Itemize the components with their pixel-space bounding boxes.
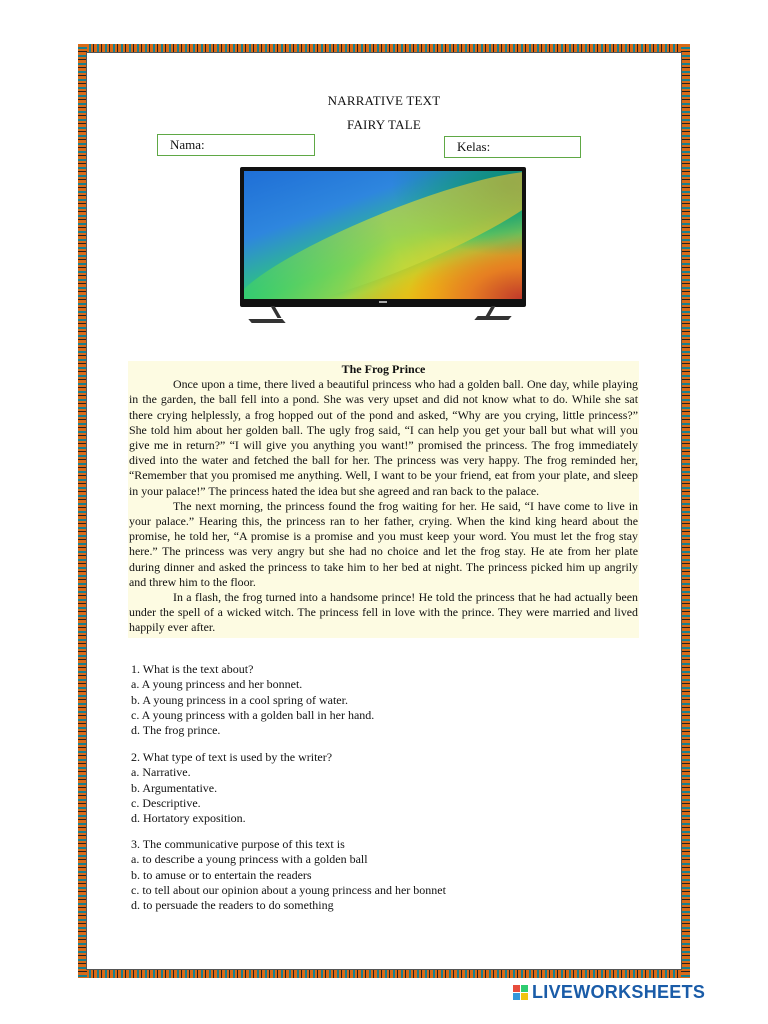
frame-border-right [681, 44, 690, 978]
answer-option[interactable]: b. to amuse or to entertain the readers [131, 867, 312, 882]
tv-logo [379, 301, 387, 303]
story-paragraph: The next morning, the princess found the frog waiting for her. He said, “I have come to live in your palace.” Hearing this, the princess ran to her father, crying. When the kind king heard about the promise, he told her, “A promise is a promise and you must keep your word. You must let the frog stay here.” The princess was very angry but she had no choice and let the frog stay. He ate from her plate during dinner and asked the princess to take him to her bed at night. The princess picked him up angrily and threw him to the floor. [129, 498, 638, 589]
answer-option[interactable]: c. Descriptive. [131, 795, 201, 810]
answer-option[interactable]: d. Hortatory exposition. [131, 811, 246, 826]
frame-border-bottom [78, 969, 690, 978]
answer-option[interactable]: c. A young princess with a golden ball in her hand. [131, 707, 375, 722]
story-paragraph: In a flash, the frog turned into a handsome prince! He told the princess that he had actually been under the spell of a wicked witch. The princess fell in love with the prince. They were married and lived happily ever after. [129, 590, 638, 635]
question-text: 3. The communicative purpose of this text is [131, 837, 345, 851]
question-text: 1. What is the text about? [131, 662, 254, 676]
answer-option[interactable]: a. A young princess and her bonnet. [131, 677, 303, 692]
answer-option[interactable]: a. to describe a young princess with a golden ball [131, 852, 368, 867]
answer-option[interactable]: a. Narrative. [131, 765, 191, 780]
nama-field[interactable] [157, 134, 315, 156]
page-subtitle: FAIRY TALE [346, 117, 422, 132]
answer-option[interactable]: c. to tell about our opinion about a young princess and her bonnet [131, 882, 446, 897]
question-1 [131, 662, 374, 738]
answer-option[interactable]: d. to persuade the readers to do something [131, 898, 334, 913]
question-3 [131, 837, 446, 913]
question-text: 2. What type of text is used by the writer? [131, 750, 333, 764]
nama-label: Nama: [170, 137, 205, 152]
question-2 [131, 750, 332, 826]
tv-screen [240, 167, 526, 307]
liveworksheets-wordmark: LIVEWORKSHEETS [532, 982, 706, 1002]
tv-foot-right [476, 306, 516, 324]
answer-option[interactable]: b. Argumentative. [131, 780, 218, 795]
kelas-label: Kelas: [457, 139, 491, 154]
tv-foot-left [250, 306, 290, 327]
tv-wallpaper-wave [244, 171, 522, 299]
page-title: NARRATIVE TEXT [327, 93, 441, 108]
answer-option[interactable]: b. A young princess in a cool spring of water. [131, 692, 348, 707]
tv-display-wallpaper [244, 171, 522, 299]
liveworksheets-icon [513, 985, 529, 1001]
frame-border-top [78, 44, 690, 53]
television-image [240, 167, 526, 325]
kelas-field[interactable] [444, 136, 581, 158]
answer-option[interactable]: d. The frog prince. [131, 723, 221, 738]
frame-border-left [78, 44, 87, 978]
story-title: The Frog Prince [341, 362, 426, 376]
story-paragraph: Once upon a time, there lived a beautiful princess who had a golden ball. One day, while playing in the garden, the ball fell into a pond. She was very upset and did not know what to do. While she sat there crying helplessly, a frog hopped out of the pond and asked, “Why are you crying, little princess?” She told him about her golden ball. The ugly frog said, “I can help you get your ball but what will you give me in return?” “I will give you anything you want!” promised the princess. The frog immediately dived into the water and fetched the ball for her. The princess was very happy. The frog reminded her, “Remember that you promised me anything. Well, I want to be your friend, eat from your plate, and sleep in your palace!” The princess hated the idea but she agreed and ran back to the palace. [129, 377, 638, 498]
story-box [128, 361, 639, 638]
